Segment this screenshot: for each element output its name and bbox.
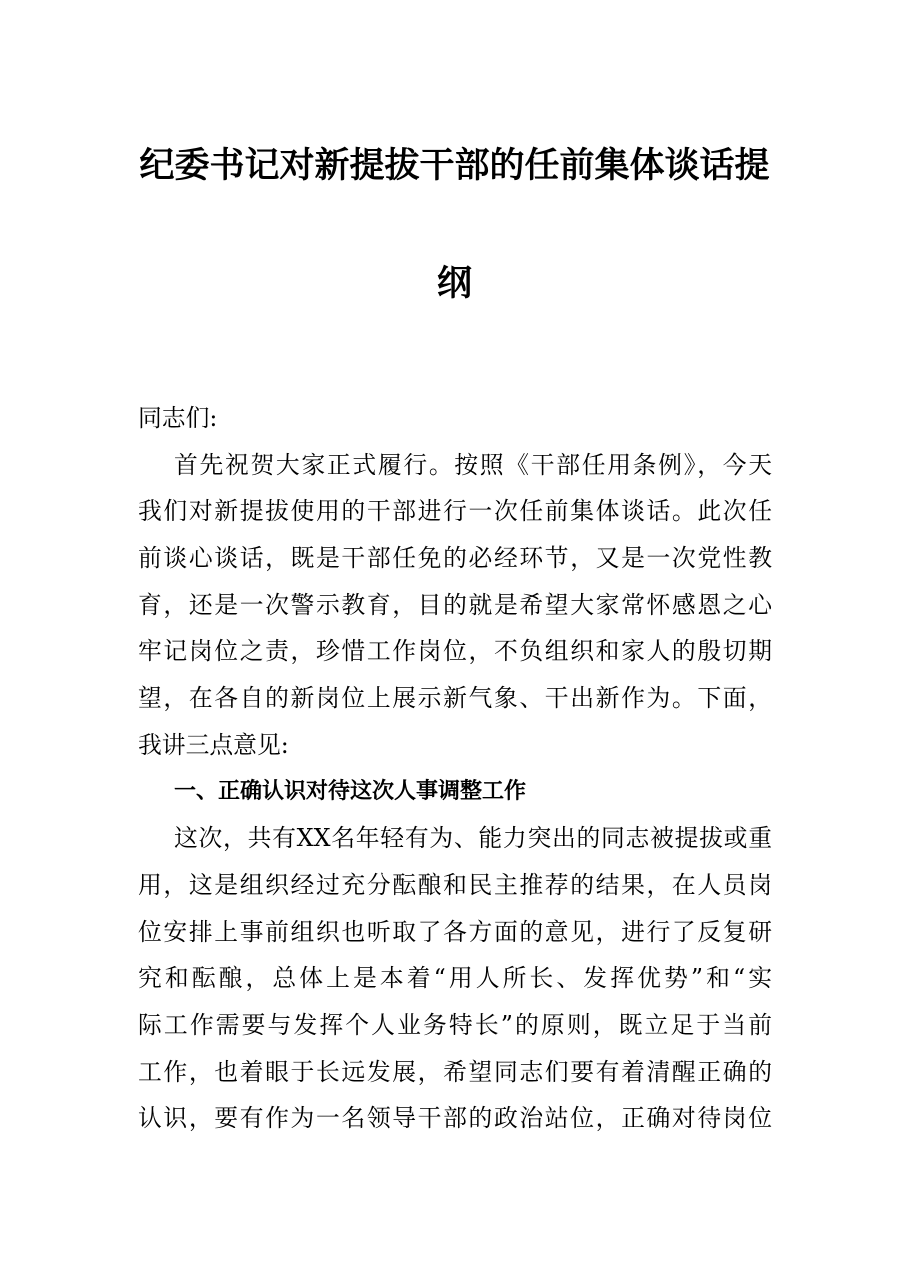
paragraph-line: 我们对新提拔使用的干部进行一次任前集体谈话。此次任 [138,497,772,526]
paragraph-2 [138,815,772,1142]
paragraph-line: 育，还是一次警示教育，目的就是希望大家常怀感恩之心 [138,590,772,619]
paragraph-line: 工作，也着眼于长远发展，希望同志们要有着清醒正确的 [138,1057,772,1086]
paragraph-line: 望，在各自的新岗位上展示新气象、干出新作为。下面， [138,684,772,713]
salutation: 同志们: [138,404,218,432]
paragraph-line: 这次，共有XX名年轻有为、能力突出的同志被提拔或重 [174,824,772,853]
paragraph-line: 首先祝贺大家正式履行。按照《干部任用条例》，今天 [174,450,772,479]
paragraph-line: 用，这是组织经过充分酝酿和民主推荐的结果，在人员岗 [138,870,772,899]
paragraph-line: 牢记岗位之责，珍惜工作岗位，不负组织和家人的殷切期 [138,637,772,666]
paragraph-line: 我讲三点意见: [138,730,289,759]
paragraph-line: 际工作需要与发挥个人业务特长”的原则，既立足于当前 [138,1010,772,1039]
paragraph-line: 位安排上事前组织也听取了各方面的意见，进行了反复研 [138,917,772,946]
paragraph-1 [138,442,772,769]
paragraph-line: 前谈心谈话，既是干部任免的必经环节，又是一次党性教 [138,544,772,573]
paragraph-line: 认识，要有作为一名领导干部的政治站位，正确对待岗位 [138,1104,772,1133]
document-title-line-1: 纪委书记对新提拔干部的任前集体谈话提 [139,145,770,186]
document-title-line-2: 纲 [436,263,472,304]
section-heading-1: 一、正确认识对待这次人事调整工作 [174,778,527,804]
document-body [138,395,772,1142]
paragraph-line: 究和酝酿，总体上是本着“用人所长、发挥优势”和“实 [138,964,772,993]
